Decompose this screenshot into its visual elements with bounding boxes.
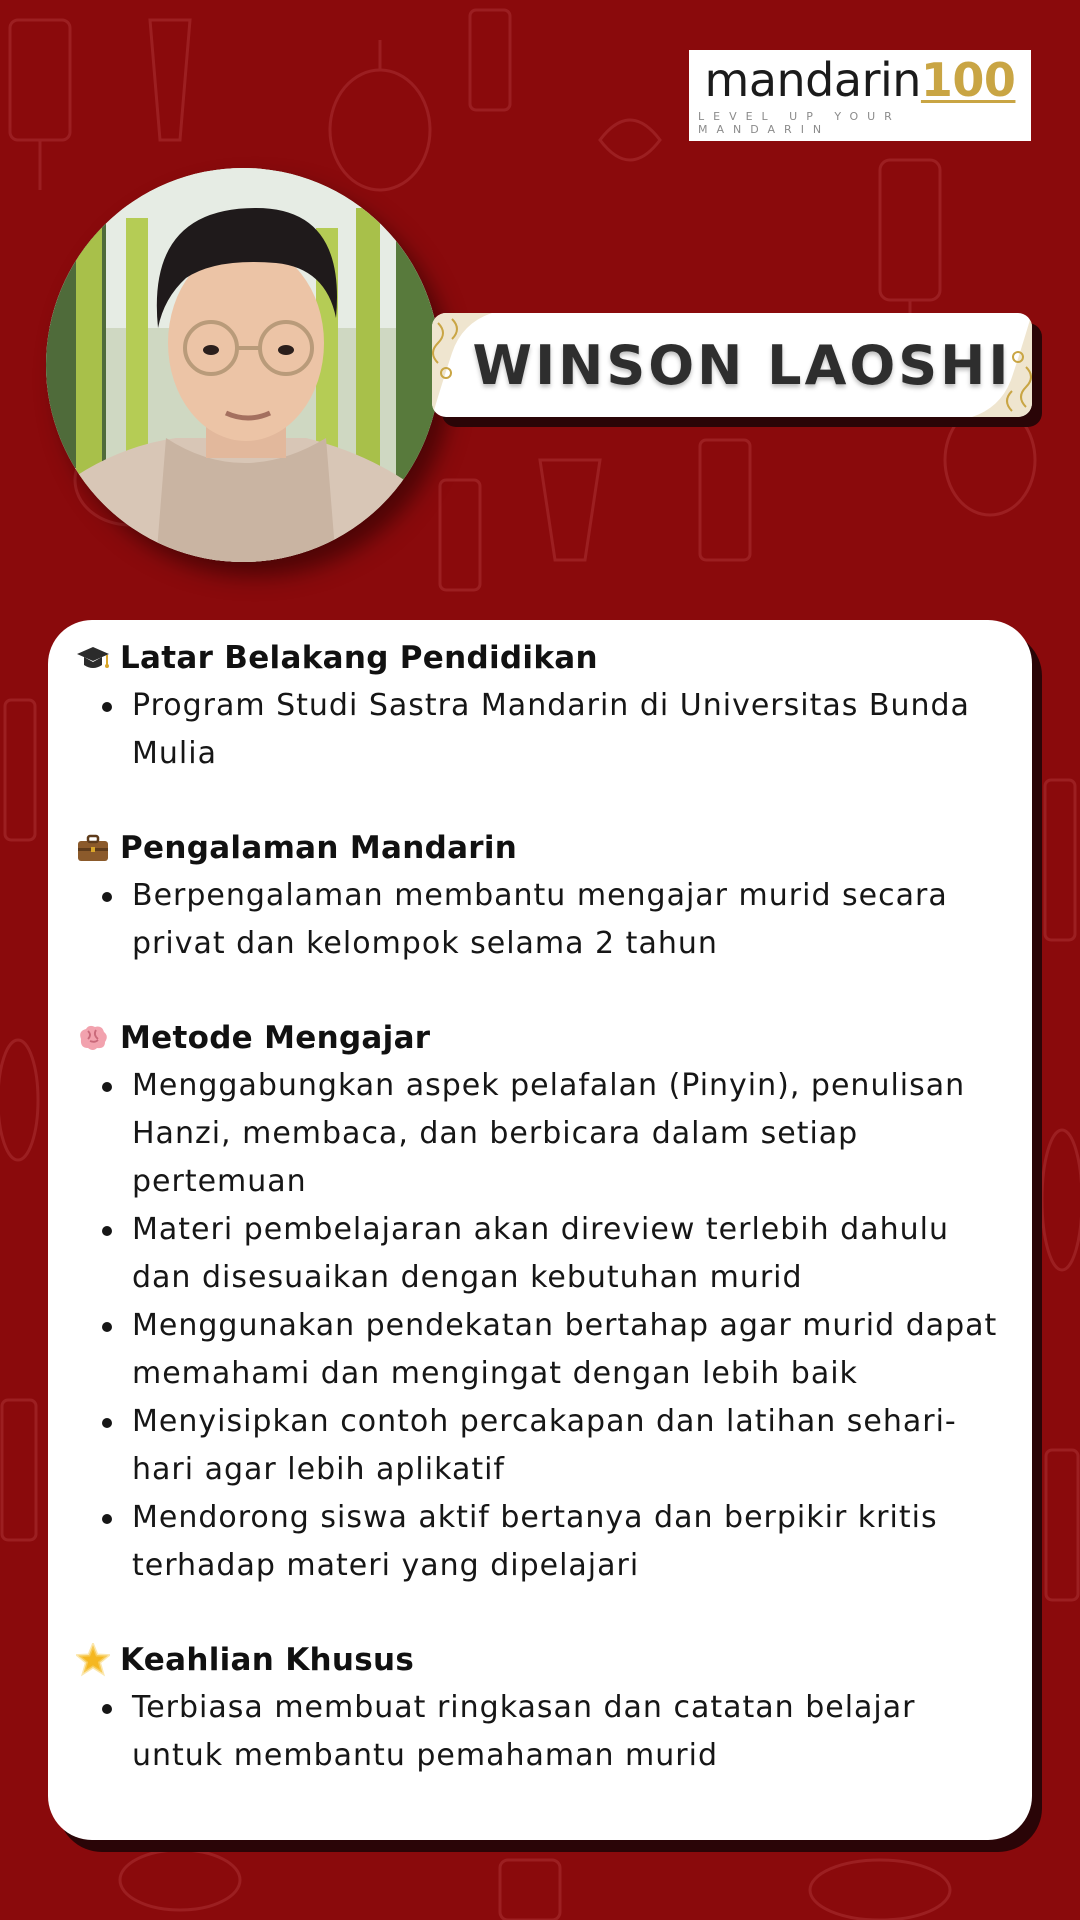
section-title: Latar Belakang Pendidikan bbox=[120, 640, 598, 676]
section-header bbox=[76, 824, 1002, 872]
mandarin100-logo bbox=[689, 50, 1031, 141]
list-item: Terbiasa membuat ringkasan dan catatan belajar untuk membantu pemahaman murid bbox=[76, 1684, 1002, 1780]
star-icon bbox=[76, 1643, 110, 1677]
bullet-list bbox=[76, 1684, 1002, 1780]
bullet-list bbox=[76, 872, 1002, 968]
logo-tagline: LEVEL UP YOUR MANDARIN bbox=[698, 109, 901, 136]
list-item: Mendorong siswa aktif bertanya dan berpikir kritis terhadap materi yang dipelajari bbox=[76, 1494, 1002, 1590]
bullet-list bbox=[76, 682, 1002, 778]
briefcase-icon bbox=[76, 831, 110, 865]
teacher-name-banner bbox=[432, 313, 1032, 417]
list-item: Menyisipkan contoh percakapan dan latihan sehari-hari agar lebih aplikatif bbox=[76, 1398, 1002, 1494]
graduation-cap-icon bbox=[76, 641, 110, 675]
section-title: Keahlian Khusus bbox=[120, 1642, 415, 1678]
teacher-profile-card bbox=[48, 620, 1032, 1840]
section-special-skills bbox=[76, 1636, 1002, 1780]
list-item: Materi pembelajaran akan direview terlebih dahulu dan disesuaikan dengan kebutuhan murid bbox=[76, 1206, 1002, 1302]
section-teaching-method bbox=[76, 1014, 1002, 1590]
logo-wordmark bbox=[704, 52, 1016, 107]
section-education bbox=[76, 634, 1002, 778]
section-header bbox=[76, 634, 1002, 682]
brain-icon bbox=[76, 1021, 110, 1055]
list-item: Menggabungkan aspek pelafalan (Pinyin), penulisan Hanzi, membaca, dan berbicara dalam setiap pertemuan bbox=[76, 1062, 1002, 1206]
teacher-photo bbox=[46, 168, 440, 562]
section-header bbox=[76, 1014, 1002, 1062]
section-experience bbox=[76, 824, 1002, 968]
list-item: Menggunakan pendekatan bertahap agar murid dapat memahami dan mengingat dengan lebih baik bbox=[76, 1302, 1002, 1398]
section-title: Pengalaman Mandarin bbox=[120, 830, 518, 866]
list-item: Program Studi Sastra Mandarin di Universitas Bunda Mulia bbox=[76, 682, 1002, 778]
section-header bbox=[76, 1636, 1002, 1684]
bullet-list bbox=[76, 1062, 1002, 1590]
logo-number: 100 bbox=[920, 52, 1016, 107]
logo-word: mandarin bbox=[704, 52, 921, 107]
teacher-name: WINSON LAOSHI bbox=[472, 333, 1012, 397]
teacher-portrait-illustration bbox=[46, 168, 440, 562]
section-title: Metode Mengajar bbox=[120, 1020, 431, 1056]
list-item: Berpengalaman membantu mengajar murid secara privat dan kelompok selama 2 tahun bbox=[76, 872, 1002, 968]
